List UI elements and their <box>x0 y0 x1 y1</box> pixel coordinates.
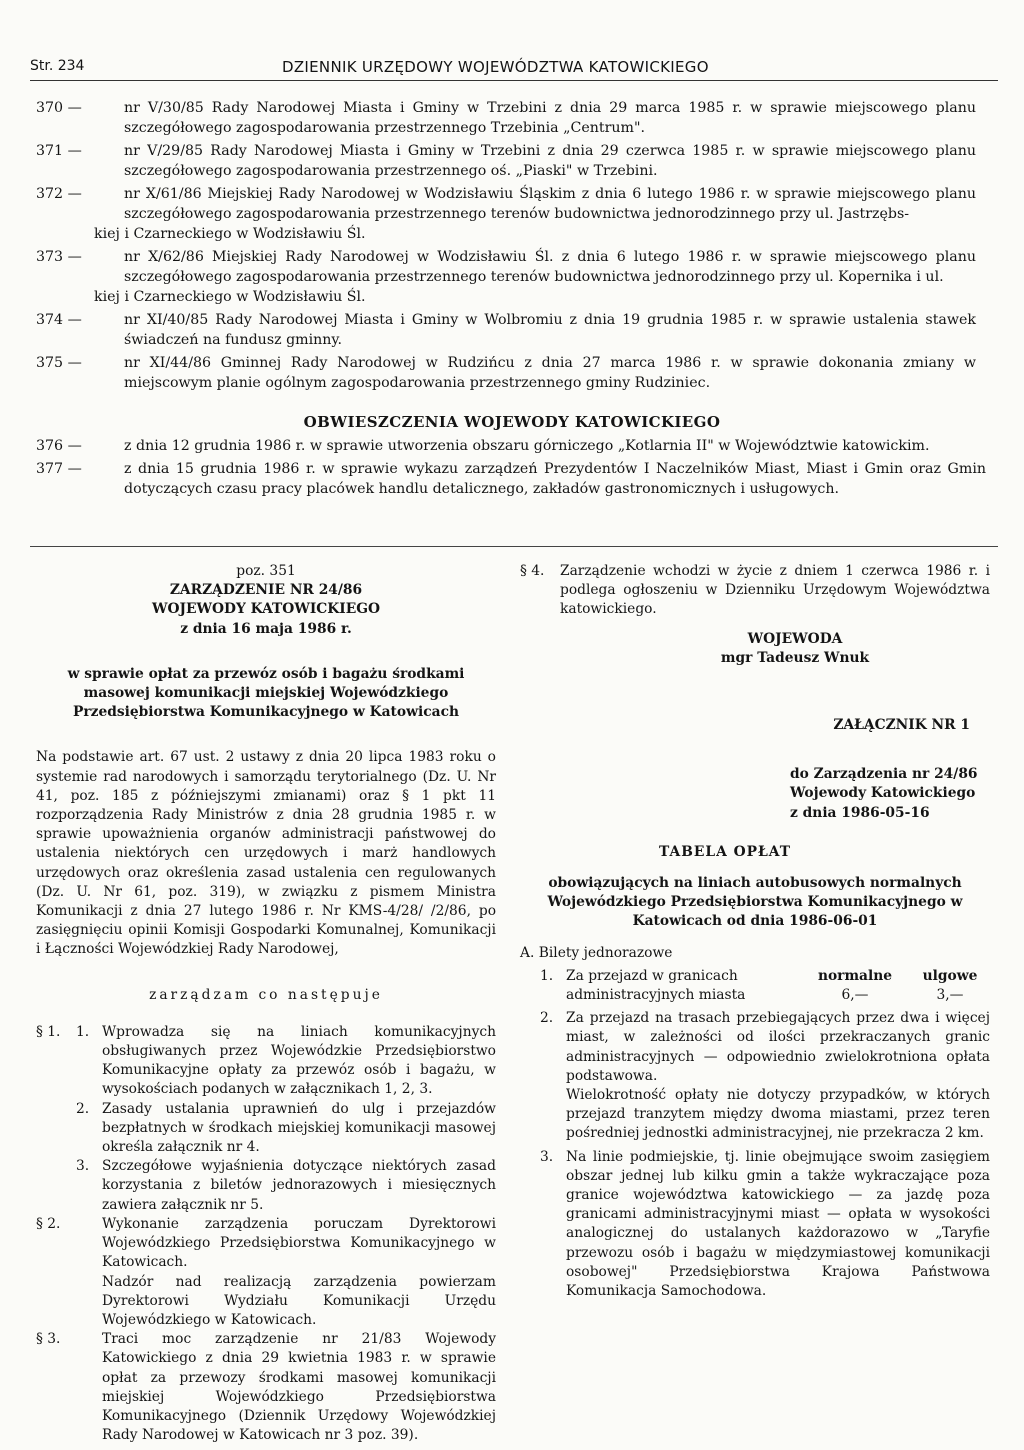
column-header-reduced: ulgowe <box>922 967 978 984</box>
list-item <box>36 247 976 307</box>
normal-col <box>800 967 910 1005</box>
position-number: poz. 351 <box>236 563 296 579</box>
ordinance-issuer: WOJEWODY KATOWICKIEGO <box>151 601 381 618</box>
item-number: 1. <box>540 967 554 984</box>
fee-text: Na linie podmiejskie, tj. linie obejmujące swoim zasięgiem obszar jednej lub kilku gmin a także wykraczające poza granice województwa katowickiego — za jazdę poza granicami administracyjnymi miast — opłata w wysokości analogicznej do ustalanych każdorazowo w „Taryfie przewozu osób i bagażu w międzymiastowej komunikacji osobowej" Przedsiębiorstwa Krajowa Państwowa Komunikacja Samochodowa. <box>566 1148 990 1300</box>
item-number <box>540 1086 566 1144</box>
paragraph-text: Traci moc zarządzenie nr 21/83 Wojewody Katowickiego z dnia 29 kwietnia 1983 r. w sprawie opłat za przewozy środkami masowej komunikacji miejskiej Wojewódzkiego Przedsiębiorstwa Komunikacyjnego (Dziennik Urzędowy Wojewódzkiej Rady Narodowej w Katowicach nr 3 poz. 39). <box>102 1331 496 1444</box>
subsection-label: 2. <box>76 1100 90 1117</box>
annex-ref-line: Wojewody Katowickiego <box>790 785 976 802</box>
item-number: 3. <box>540 1148 554 1165</box>
ordinance-date: z dnia 16 maja 1986 r. <box>180 620 352 637</box>
item-text-cont: kiej i Czarneckiego w Wodzisławiu Śl. <box>94 289 366 305</box>
ordinance-title: ZARZĄDZENIE NR 24/86 <box>169 582 363 599</box>
item-number: 371 — <box>36 143 82 159</box>
list-item <box>36 141 976 181</box>
item-text: nr XI/44/86 Gminnej Rady Narodowej w Rudzińcu z dnia 27 marca 1986 r. w sprawie dokonania zmiany w miejscowym planie ogólnym zagospodarowania przestrzennego gminy Rudziniec. <box>124 355 976 391</box>
paragraph-text: Zarządzenie wchodzi w życie z dniem 1 czerwca 1986 r. i podlega ogłoszeniu w Dzienniku Urzędowym Województwa katowickiego. <box>560 563 990 618</box>
decree-line: zarządzam co następuje <box>149 986 383 1003</box>
journal-title: DZIENNIK URZĘDOWY WOJEWÓDZTWA KATOWICKIEGO <box>282 58 709 76</box>
fee-reduced: 3,— <box>936 987 964 1004</box>
subsection-label: 1. <box>76 1023 90 1040</box>
paragraph-1-3 <box>36 1157 496 1215</box>
annex-reference <box>790 765 990 823</box>
preamble: Na podstawie art. 67 ust. 2 ustawy z dnia 20 lipca 1983 roku o systemie rad narodowych i samorządu terytorialnego (Dz. U. Nr 41, poz. 185 z późniejszymi zmianami) oraz § 1 pkt 11 rozporządzenia Rady Ministrów z dnia 28 grudnia 1985 r. w sprawie upoważnienia organów administracji państwowej do ustalenia niektórych cen urzędowych i marż handlowych urzędowych oraz określenia zasad ustalenia cen regulowanych (Dz. U. Nr 61, poz. 319), w związku z pismem Ministra Komunikacji z dnia 27 lutego 1986 r. Nr KMS-4/28/ /2/86, po zasięgnięciu opinii Komisji Gospodarki Komunalnej, Komunikacji i Łączności Wojewódzkiej Rady Narodowej, <box>36 749 496 958</box>
paragraph-text: Wprowadza się na liniach komunikacyjnych obsługiwanych przez Wojewódzkie Przedsiębiorstwo Komunikacyjne opłaty za przewóz osób i bagażu, w wysokościach podanych w załącznikach 1, 2, 3. <box>102 1023 496 1098</box>
list-item <box>36 436 986 456</box>
item-text-cont: kiej i Czarneckiego w Wodzisławiu Śl. <box>94 226 366 242</box>
annex-ref-line: do Zarządzenia nr 24/86 <box>790 766 978 783</box>
paragraph-text: Wykonanie zarządzenia poruczam Dyrektorowi Wojewódzkiego Przedsiębiorstwa Komunikacyjnego w Katowicach. <box>102 1215 496 1271</box>
list-item <box>36 98 976 138</box>
item-text: nr X/62/86 Miejskiej Rady Narodowej w Wodzisławiu Śl. z dnia 6 lutego 1986 r. w sprawie miejscowego planu szczegółowego zagospodarowania przestrzennego terenów budownictwa jednorodzinnego przy ul. Kopernika i ul. <box>124 249 976 285</box>
paragraph-3 <box>36 1330 496 1445</box>
paragraph-text: Zasady ustalania uprawnień do ulg i przejazdów bezpłatnych w środkach miejskiej komunikacji masowej określa załącznik nr 4. <box>102 1100 496 1156</box>
fee-item <box>520 1086 990 1144</box>
list-item <box>36 353 976 393</box>
section-label: § 3. <box>36 1331 61 1348</box>
item-number: 374 — <box>36 312 82 328</box>
fee-text: Za przejazd w granicach administracyjnych miasta <box>566 967 746 1004</box>
list-item <box>36 184 976 244</box>
column-header-normal: normalne <box>817 967 893 984</box>
acts-list <box>36 98 976 396</box>
item-body <box>94 247 976 307</box>
annex-ref-line: z dnia 1986-05-16 <box>790 804 930 821</box>
item-text: nr XI/40/85 Rady Narodowej Miasta i Gminy w Wolbromiu z dnia 19 grudnia 1985 r. w sprawie ustalenia stawek świadczeń na fundusz gminny. <box>124 312 976 348</box>
item-number: 2. <box>540 1010 554 1027</box>
paragraph-2 <box>36 1215 496 1273</box>
item-text: nr X/61/86 Miejskiej Rady Narodowej w Wodzisławiu Śląskim z dnia 6 lutego 1986 r. w sprawie miejscowego planu szczegółowego zagospodarowania przestrzennego terenów budownictwa jednorodzinnego przy ul. Jastrzębs- <box>124 186 976 222</box>
section-a-heading: A. Bilety jednorazowe <box>520 944 673 961</box>
table-title: TABELA OPŁAT <box>658 843 791 860</box>
subsection-label: 3. <box>76 1158 90 1175</box>
item-number: 372 — <box>36 186 82 202</box>
item-number: 377 — <box>36 461 82 477</box>
list-item <box>36 310 976 350</box>
ordinance-column <box>36 562 496 1445</box>
section-label: § 1. <box>36 1023 61 1040</box>
announcements-list <box>36 436 986 502</box>
item-number: 373 — <box>36 249 82 265</box>
header-rule <box>30 80 998 81</box>
section-label: § 2. <box>36 1215 61 1232</box>
fee-text: Wielokrotność opłaty nie dotyczy przypadków, w których przejazd tranzytem między dwoma miastami, przez teren pośredniej jednostki administracyjnej, nie przekracza 2 km. <box>566 1087 990 1142</box>
right-column <box>520 562 990 1301</box>
section-divider <box>30 546 998 547</box>
paragraph-2-supervision: Nadzór nad realizacją zarządzenia powierzam Dyrektorowi Wydziału Komunikacji Urzędu Wojewódzkiego w Katowicach. <box>102 1273 496 1328</box>
item-number: 375 — <box>36 355 82 371</box>
fee-text: Za przejazd na trasach przebiegających przez dwa i więcej miast, w zależności od ilości przekraczanych granic administracyjnych — odpowiednio zwielokrotniona opłata podstawowa. <box>566 1010 990 1084</box>
paragraph-4 <box>520 562 990 620</box>
paragraph-text: Szczegółowe wyjaśnienia dotyczące niektórych zasad korzystania z biletów jednorazowych i miesięcznych zawiera załącznik nr 5. <box>102 1158 496 1213</box>
section-label: § 4. <box>520 563 545 579</box>
fee-item <box>520 967 990 1005</box>
item-body <box>94 184 976 244</box>
paragraph-1-2 <box>36 1100 496 1158</box>
section-title: OBWIESZCZENIA WOJEWODY KATOWICKIEGO <box>303 413 721 431</box>
fee-normal: 6,— <box>841 987 869 1004</box>
page-number: Str. 234 <box>30 58 85 74</box>
reduced-col <box>910 967 990 1005</box>
fee-item <box>520 1148 990 1302</box>
item-text: nr V/30/85 Rady Narodowej Miasta i Gminy w Trzebini z dnia 29 marca 1985 r. w sprawie miejscowego planu szczegółowego zagospodarowania przestrzennego Trzebinia „Centrum". <box>124 100 976 136</box>
signature-name: mgr Tadeusz Wnuk <box>720 649 870 666</box>
annex-title: ZAŁĄCZNIK NR 1 <box>833 717 970 734</box>
signature-role: WOJEWODA <box>747 630 843 647</box>
list-item <box>36 459 986 499</box>
item-number: 370 — <box>36 100 82 116</box>
item-text: z dnia 15 grudnia 1986 r. w sprawie wykazu zarządzeń Prezydentów I Naczelników Miast, Miast i Gmin oraz Gmin dotyczących czasu pracy placówek handlu detalicznego, zakładów gastronomicznych i usługowych. <box>124 461 986 497</box>
item-text: nr V/29/85 Rady Narodowej Miasta i Gminy w Trzebini z dnia 29 czerwca 1985 r. w sprawie miejscowego planu szczegółowego zagospodarowania przestrzennego oś. „Piaski" w Trzebini. <box>124 143 976 179</box>
item-number: 376 — <box>36 438 82 454</box>
paragraph-1-1 <box>36 1023 496 1100</box>
item-text: z dnia 12 grudnia 1986 r. w sprawie utworzenia obszaru górniczego „Kotlarnia II" w Województwie katowickim. <box>124 438 930 454</box>
fee-item <box>520 1009 990 1086</box>
table-subtitle: obowiązujących na liniach autobusowych normalnych Wojewódzkiego Przedsiębiorstwa Komunikacyjnego w Katowicach od dnia 1986-06-01 <box>547 875 963 930</box>
ordinance-subject: w sprawie opłat za przewóz osób i bagażu środkami masowej komunikacji miejskiej Wojewódzkiego Przedsiębiorstwa Komunikacyjnego w Katowicach <box>67 665 465 721</box>
fee-list <box>520 967 990 1301</box>
